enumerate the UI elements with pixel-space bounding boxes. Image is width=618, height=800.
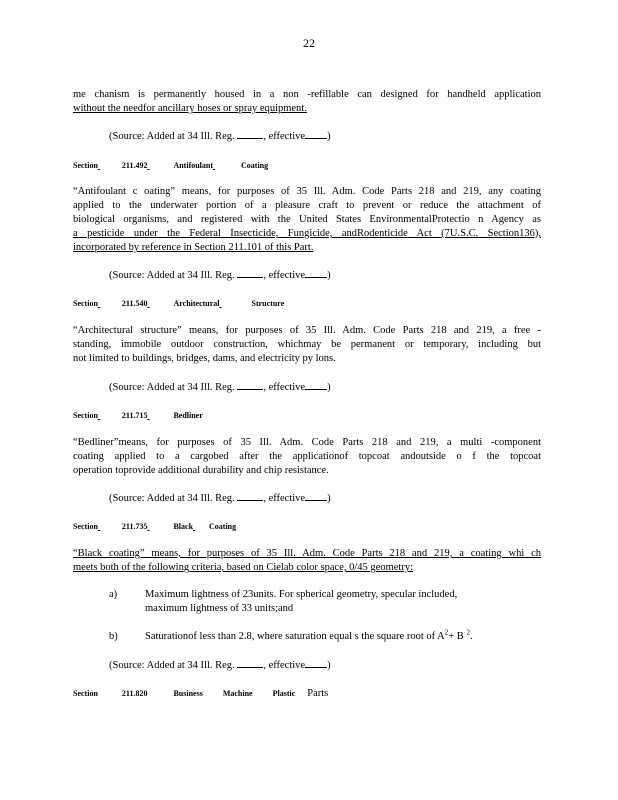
effective-blank [305,380,327,390]
section-heading-211-540 [73,299,284,308]
section-heading-211-492 [73,161,268,170]
intro-line-2: without the needfor ancillary hoses or spray equipment. [73,103,307,114]
definition-line: biological organisms, and registered with the United States EnvironmentalProtectio n Agency as [73,214,541,225]
section-title-part: Structure [251,299,285,308]
source-line-5 [109,658,331,671]
criterion-label: a) [109,589,118,600]
intro-line-1: me chanism is permanently housed in a non -refillable can designed for handheld application [73,89,541,100]
criterion-label: b) [109,631,118,642]
source-mid: , effective [263,660,306,671]
reg-blank [237,491,263,501]
section-word: Section [73,161,98,170]
superscript: 2 [466,628,470,637]
definition-line: “Bedliner”means, for purposes of 35 Ill. Adm. Code Parts 218 and 219, a multi -component [73,437,541,448]
definition-line: standing, immobile outdoor construction, whichmay be permanent or temporary, including but [73,339,541,350]
section-number: 211.735 [121,522,148,531]
effective-blank [305,491,327,501]
source-suffix: ) [327,493,331,504]
effective-blank [305,129,327,139]
section-heading-211-820 [73,688,328,699]
definition-line: “Antifoulant c oating” means, for purposes of 35 Ill. Adm. Code Parts 218 and 219, any coating [73,186,541,197]
source-line-4 [109,491,331,504]
source-suffix: ) [327,382,331,393]
definition-line: operation toprovide additional durability and chip resistance. [73,465,329,476]
criterion-text-main: Saturationof less than 2.8, where saturation equal s the square root of A [145,631,445,642]
definition-line: not limited to buildings, bridges, dams, and electricity py lons. [73,353,336,364]
criterion-text [145,630,505,644]
source-prefix: (Source: Added at 34 Ill. Reg. [109,660,235,671]
source-suffix: ) [327,660,331,671]
source-prefix: (Source: Added at 34 Ill. Reg. [109,270,235,281]
definition-line: meets both of the following criteria, based on Cielab color space, 0/45 geometry: [73,562,413,573]
section-title-part: Architectural [173,299,220,308]
criterion-text-end: . [469,631,473,642]
section-number: 211.715 [121,411,148,420]
definition-line: incorporated by reference in Section 211.101 of this Part. [73,242,314,253]
intro-paragraph [73,88,541,116]
section-word: Section [73,522,98,531]
bedliner-definition [73,436,541,478]
section-title-tail: Parts [307,688,329,699]
reg-blank [237,129,263,139]
reg-blank [237,380,263,390]
source-prefix: (Source: Added at 34 Ill. Reg. [109,382,235,393]
section-title-part: Coating [209,522,237,531]
definition-line: applied to the underwater portion of a pleasure craft to prevent or reduce the attachment of [73,200,541,211]
definition-line: “Architectural structure” means, for purposes of 35 Ill. Adm. Code Parts 218 and 219, a free - [73,325,541,336]
effective-blank [305,268,327,278]
criterion-text-line: Maximum lightness of 23units. For spherical geometry, specular included, [145,589,458,600]
superscript: 2 [444,628,449,637]
source-line-2 [109,268,331,281]
source-mid: , effective [263,270,306,281]
section-title-part: Machine [222,689,253,698]
definition-line: a pesticide under the Federal Insecticide, Fungicide, andRodenticide Act (7U.S.C. Section136), [73,228,541,239]
definition-line: coating applied to a cargobed after the applicationof topcoat andoutside o f the topcoat [73,451,541,462]
section-number: 211.492 [121,161,148,170]
criterion-text-mid: + B [448,631,467,642]
section-title-part: Antifoulant [173,161,214,170]
criterion-text-line: maximum lightness of 33 units;and [145,603,294,614]
source-prefix: (Source: Added at 34 Ill. Reg. [109,493,235,504]
section-heading-211-735 [73,522,250,531]
reg-blank [237,268,263,278]
source-line-3 [109,380,331,393]
effective-blank [305,658,327,668]
section-number: 211.820 [121,689,148,698]
section-word: Section [73,689,98,698]
section-word: Section [73,411,98,420]
section-number: 211.540 [121,299,148,308]
reg-blank [237,658,263,668]
source-suffix: ) [327,131,331,142]
source-line-1 [109,129,331,142]
section-word: Section [73,299,98,308]
definition-line: “Black coating” means, for purposes of 35 Ill. Adm. Code Parts 218 and 219, a coating whi ch [73,548,541,559]
architectural-structure-definition [73,324,541,366]
black-coating-definition [73,547,541,575]
page-number: 22 [303,36,315,50]
source-mid: , effective [263,382,306,393]
section-heading-211-715 [73,411,221,420]
source-prefix: (Source: Added at 34 Ill. Reg. [109,131,235,142]
antifoulant-definition [73,185,541,255]
source-mid: , effective [263,493,306,504]
section-title-part: Bedliner [173,411,203,420]
source-suffix: ) [327,270,331,281]
section-title-part: Black [173,522,194,531]
section-title-part: Business [173,689,203,698]
source-mid: , effective [263,131,306,142]
section-title-part: Coating [241,161,269,170]
section-title-part: Plastic [272,689,296,698]
